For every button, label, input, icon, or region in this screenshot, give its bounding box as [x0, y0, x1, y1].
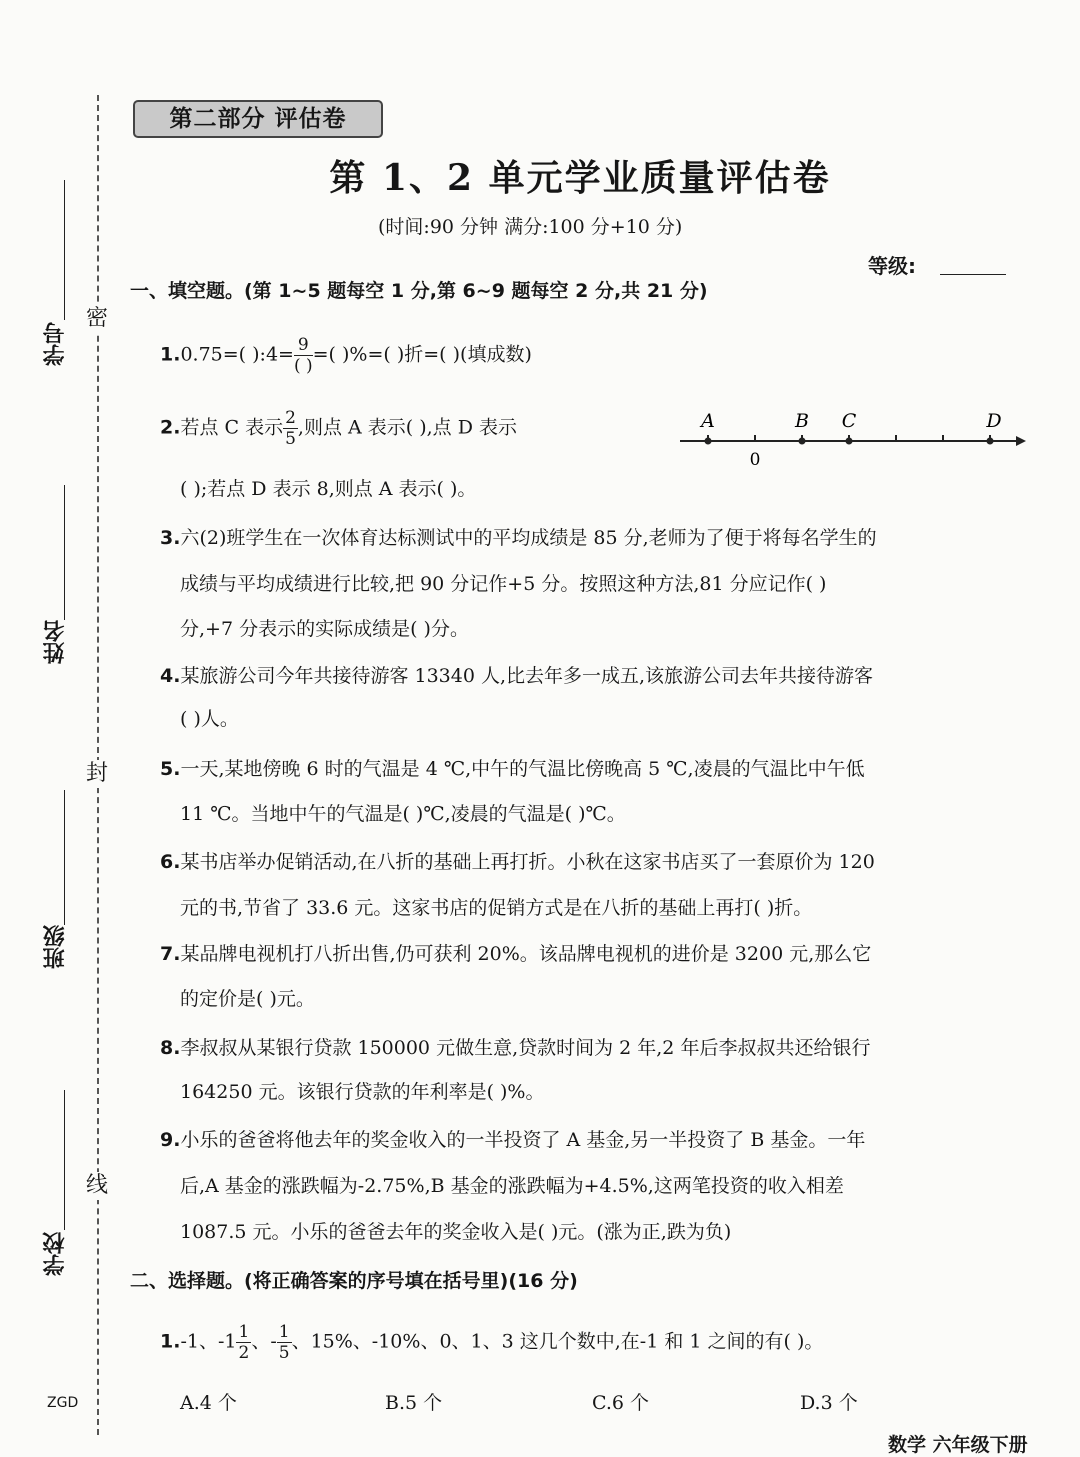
school-label: 学校	[43, 1232, 68, 1276]
class-field[interactable]	[40, 925, 74, 969]
label-b: B	[795, 410, 809, 432]
number-line	[676, 405, 1036, 471]
question-1-1: 1.0.75=( ):4= $\frac{9}{( )}$ =( )%=( )折=( )(填成数)	[160, 335, 532, 376]
question-1-8: 8.李叔叔从某银行贷款 150000 元做生意,贷款时间为 2 年,2 年后李叔叔共还给银行	[160, 1037, 871, 1059]
question-1-5: 5.一天,某地傍晚 6 时的气温是 4 ℃,中午的气温比傍晚高 5 ℃,凌晨的气温比中午低	[160, 758, 865, 780]
grade-blank[interactable]	[940, 274, 1006, 275]
point-c	[846, 438, 853, 445]
option-a[interactable]: A.4 个	[180, 1392, 237, 1414]
fraction: $\frac{1}{5}$	[278, 1322, 290, 1363]
option-d[interactable]: D.3 个	[800, 1392, 858, 1414]
question-1-4-line2: ( )人。	[180, 708, 239, 730]
question-1-7: 7.某品牌电视机打八折出售,仍可获利 20%。该品牌电视机的进价是 3200 元,那么它	[160, 943, 872, 965]
fraction: $\frac{9}{( )}$	[293, 335, 313, 376]
question-1-2-line2: ( );若点 D 表示 8,则点 A 表示( )。	[180, 478, 477, 500]
fraction: $\frac{1}{2}$	[238, 1322, 250, 1363]
label-d: D	[986, 410, 1002, 432]
fraction: $\frac{2}{5}$	[285, 408, 296, 449]
question-1-3: 3.六(2)班学生在一次体育达标测试中的平均成绩是 85 分,老师为了便于将每名学生的	[160, 527, 877, 549]
name-field[interactable]	[40, 620, 74, 664]
name-label: 姓名	[43, 620, 68, 664]
question-1-9: 9.小乐的爸爸将他去年的奖金收入的一半投资了 A 基金,另一半投资了 B 基金。一年	[160, 1129, 866, 1151]
label-c: C	[841, 410, 857, 432]
point-a	[705, 438, 712, 445]
class-label: 班级	[43, 925, 68, 969]
option-b[interactable]: B.5 个	[385, 1392, 443, 1414]
seal-char-mi: 密	[86, 306, 109, 331]
school-blank[interactable]	[64, 1090, 65, 1230]
grade-label: 等级:	[868, 254, 916, 278]
page-title: 第 1、2 单元学业质量评估卷	[329, 157, 831, 199]
name-blank[interactable]	[64, 485, 65, 620]
student-id-field[interactable]	[40, 322, 74, 366]
question-1-3-line2: 成绩与平均成绩进行比较,把 90 分记作+5 分。按照这种方法,81 分应记作( )	[180, 573, 827, 595]
class-blank[interactable]	[64, 790, 65, 925]
paper-code: ZGD	[47, 1395, 79, 1411]
question-1-6: 6.某书店举办促销活动,在八折的基础上再打折。小秋在这家书店买了一套原价为 120	[160, 851, 875, 873]
seal-char-feng: 封	[86, 761, 109, 786]
point-d	[987, 438, 994, 445]
question-1-2: 2.若点 C 表示 $\frac{2}{5}$ ,则点 A 表示( ),点 D 表示	[160, 408, 517, 449]
question-2-1: 1.-1、-1 $\frac{1}{2}$ 、- $\frac{1}{5}$ 、15%、-10%、0、1、3 这几个数中,在-1 和 1 之间的有( )。	[160, 1322, 824, 1363]
question-1-3-line3: 分,+7 分表示的实际成绩是( )分。	[180, 618, 469, 640]
school-field[interactable]	[40, 1232, 74, 1276]
question-1-5-line2: 11 ℃。当地中午的气温是( )℃,凌晨的气温是( )℃。	[180, 803, 626, 825]
point-b	[799, 438, 806, 445]
label-a: A	[701, 410, 715, 432]
question-1-7-line2: 的定价是( )元。	[180, 988, 315, 1010]
question-1-4: 4.某旅游公司今年共接待游客 13340 人,比去年多一成五,该旅游公司去年共接待游客	[160, 665, 874, 687]
seal-char-xian: 线	[86, 1173, 109, 1198]
question-1-8-line2: 164250 元。该银行贷款的年利率是( )%。	[180, 1081, 545, 1103]
number-line-arrow	[1016, 436, 1026, 446]
footer-subject: 数学 六年级下册	[888, 1434, 1028, 1456]
question-1-9-line3: 1087.5 元。小乐的爸爸去年的奖金收入是( )元。(涨为正,跌为负)	[180, 1221, 732, 1243]
question-1-9-line2: 后,A 基金的涨跌幅为-2.75%,B 基金的涨跌幅为+4.5%,这两笔投资的收入相差	[180, 1175, 844, 1197]
option-c[interactable]: C.6 个	[592, 1392, 650, 1414]
student-id-blank[interactable]	[64, 180, 65, 320]
exam-subtitle: (时间:90 分钟 满分:100 分+10 分)	[378, 216, 683, 238]
section2-heading: 二、选择题。(将正确答案的序号填在括号里)(16 分)	[130, 1270, 578, 1292]
label-zero: 0	[749, 450, 761, 470]
section1-heading: 一、填空题。(第 1~5 题每空 1 分,第 6~9 题每空 2 分,共 21 分)	[130, 280, 708, 302]
question-1-6-line2: 元的书,节省了 33.6 元。这家书店的促销方式是在八折的基础上再打( )折。	[180, 897, 813, 919]
part-tag: 第二部分 评估卷	[133, 100, 383, 138]
student-id-label: 学号	[43, 322, 68, 366]
